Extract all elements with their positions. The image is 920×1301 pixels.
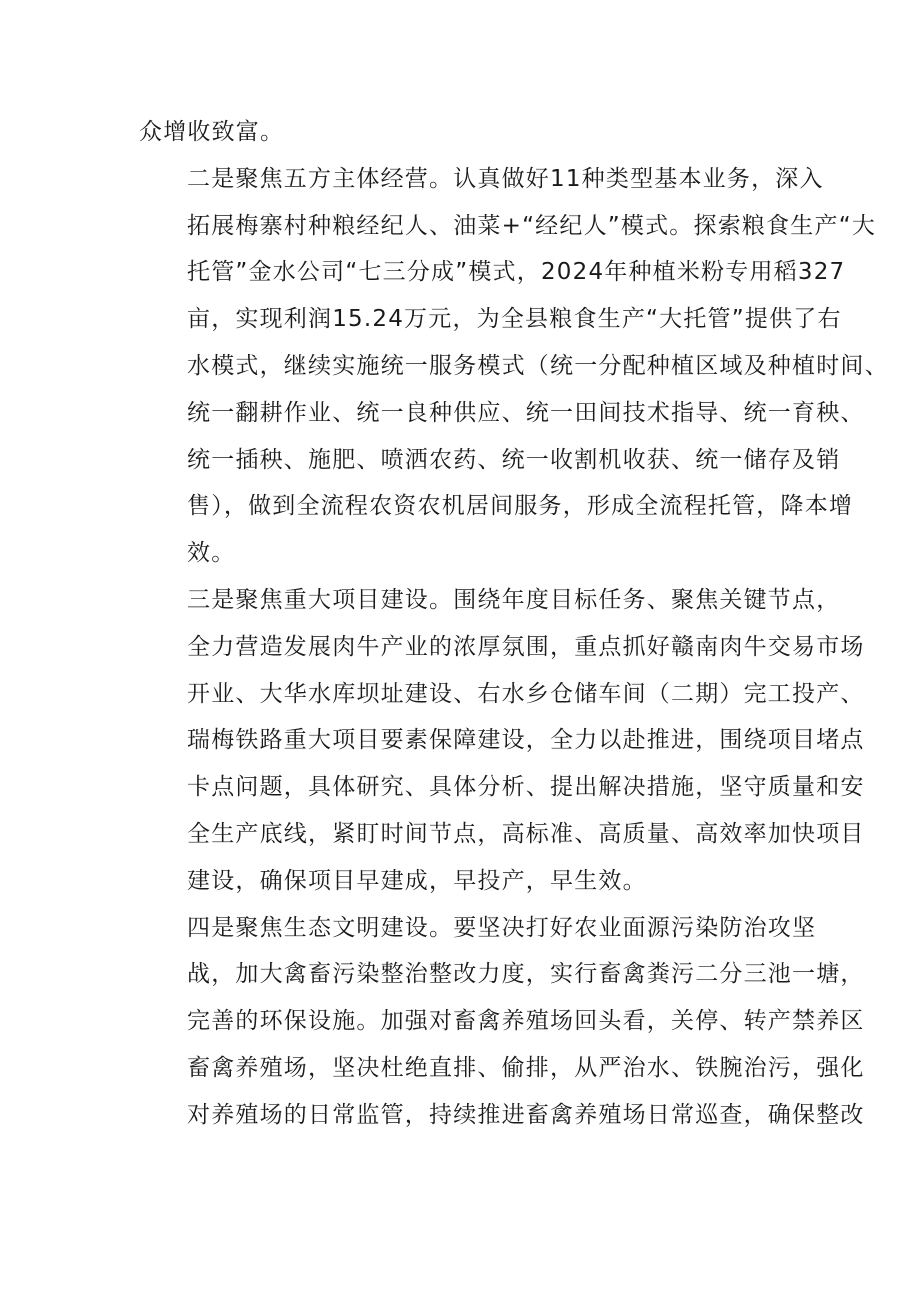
text-line: 三是聚焦重大项目建设。围绕年度目标任务、聚焦关键节点， <box>187 586 841 613</box>
paragraph-p3 <box>139 905 865 1139</box>
text-line: 建设，确保项目早建成，早投产，早生效。 <box>187 867 647 894</box>
text-line: 统一插秧、施肥、喷洒农药、统一收割机收获、统一储存及销 <box>187 446 841 473</box>
text-line: 亩，实现利润15.24万元，为全县粮食生产“大托管”提供了右 <box>187 306 842 333</box>
text-line: 售），做到全流程农资农机居间服务，形成全流程托管，降本增 <box>187 493 854 520</box>
text-line: 战，加大禽畜污染整治整改力度，实行畜禽粪污二分三池一塘， <box>187 961 865 988</box>
paragraph-p0 <box>139 109 784 156</box>
document-body <box>139 109 889 1139</box>
paragraph-p1 <box>139 156 889 577</box>
text-line: 四是聚焦生态文明建设。要坚决打好农业面源污染防治攻坚 <box>187 914 817 941</box>
text-line: 统一翻耕作业、统一良种供应、统一田间技术指导、统一育秧、 <box>187 399 865 426</box>
text-line: 水模式，继续实施统一服务模式（统一分配种植区域及种植时间、 <box>187 352 889 379</box>
text-line: 开业、大华水库坝址建设、右水乡仓储车间（二期）完工投产、 <box>187 680 865 707</box>
text-line: 效。 <box>187 540 236 567</box>
text-line: 全力营造发展肉牛产业的浓厚氛围，重点抓好赣南肉牛交易市场 <box>187 633 865 660</box>
text-line: 全生产底线，紧盯时间节点，高标准、高质量、高效率加快项目 <box>187 820 865 847</box>
text-line: 拓展梅寨村种粮经纪人、油菜+“经纪人”模式。探索粮食生产“大 <box>187 212 877 239</box>
text-line: 对养殖场的日常监管，持续推进畜禽养殖场日常巡查，确保整改 <box>187 1101 865 1128</box>
text-line: 二是聚焦五方主体经营。认真做好11种类型基本业务，深入 <box>187 165 824 192</box>
text-line: 众增收致富。 <box>139 119 285 145</box>
text-line: 完善的环保设施。加强对畜禽养殖场回头看，关停、转产禁养区 <box>187 1008 865 1035</box>
text-line: 卡点问题，具体研究、具体分析、提出解决措施，坚守质量和安 <box>187 774 865 801</box>
text-line: 托管”金水公司“七三分成”模式，2024年种植米粉专用稻327 <box>187 259 846 286</box>
text-line: 瑞梅铁路重大项目要素保障建设，全力以赴推进，围绕项目堵点 <box>187 727 865 754</box>
paragraph-p2 <box>139 577 865 905</box>
text-line: 畜禽养殖场，坚决杜绝直排、偷排，从严治水、铁腕治污，强化 <box>187 1054 865 1081</box>
